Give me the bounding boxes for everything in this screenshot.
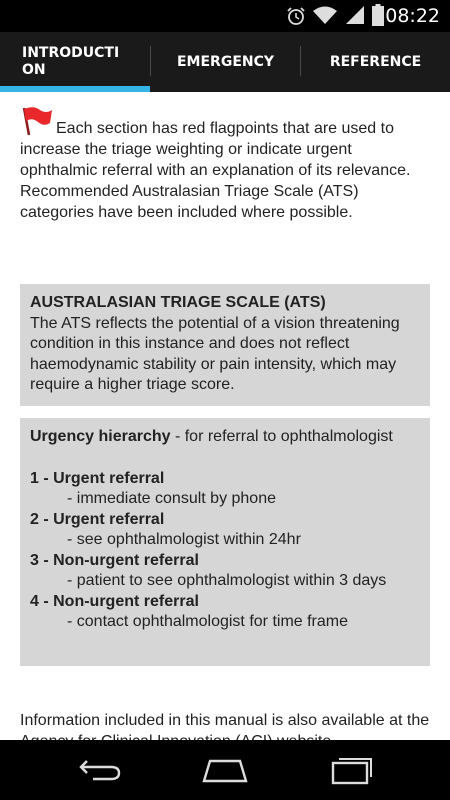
back-icon[interactable] <box>75 755 125 785</box>
recent-apps-icon[interactable] <box>326 755 376 785</box>
red-flag-icon <box>20 106 54 136</box>
urgency-level-4: 4 - Non-urgent referral <box>30 592 199 610</box>
home-icon[interactable] <box>200 755 250 785</box>
signal-icon <box>344 5 366 25</box>
urgency-level-1-detail: - immediate consult by phone <box>67 490 276 507</box>
clock-time: 08:22 <box>385 5 440 27</box>
tab-introduction-label: INTRODUCTION <box>22 45 120 78</box>
urgency-level-3-detail: - patient to see ophthalmologist within 3 days <box>67 572 387 589</box>
tab-emergency[interactable] <box>151 32 300 92</box>
intro-paragraph <box>20 106 420 223</box>
content-scroll-area[interactable] <box>0 92 450 740</box>
status-bar <box>0 0 450 32</box>
alarm-icon <box>286 6 306 26</box>
aci-info-text: Information included in this manual is also available at the <box>20 712 430 729</box>
ats-title: AUSTRALASIAN TRIAGE SCALE (ATS) <box>30 294 326 311</box>
urgency-level-4-detail: - contact ophthalmologist for time frame <box>67 613 349 630</box>
ats-text: The ATS reflects the potential of a vision threatening condition in this instance and does not reflect haemodynamic stability or pain intensity, which may require a higher triage score. <box>30 314 400 393</box>
battery-icon <box>372 4 384 26</box>
tab-reference[interactable] <box>301 32 450 92</box>
navigation-bar <box>0 740 450 800</box>
tab-emergency-label: EMERGENCY <box>176 54 275 70</box>
urgency-level-3: 3 - Non-urgent referral <box>30 551 199 569</box>
urgency-box <box>20 418 430 666</box>
tab-introduction[interactable] <box>0 32 150 92</box>
tab-bar <box>0 32 450 92</box>
ats-box <box>20 284 430 406</box>
urgency-subtitle: - for referral to ophthalmologist <box>170 428 393 445</box>
urgency-level-2: 2 - Urgent referral <box>30 510 165 528</box>
spacer <box>30 448 420 469</box>
intro-text: Each section has red flagpoints that are used to increase the triage weighting or indicate urgent ophthalmic referral with an explanation of its relevance. Recommended Australasian Triage Scale (ATS) categories have been included where possible. <box>20 120 411 221</box>
urgency-title: Urgency hierarchy <box>30 428 171 445</box>
wifi-icon <box>312 5 338 25</box>
tab-reference-label: REFERENCE <box>329 54 422 70</box>
urgency-level-2-detail: - see ophthalmologist within 24hr <box>67 531 301 548</box>
urgency-heading <box>30 427 420 448</box>
urgency-level-1: 1 - Urgent referral <box>30 469 165 487</box>
